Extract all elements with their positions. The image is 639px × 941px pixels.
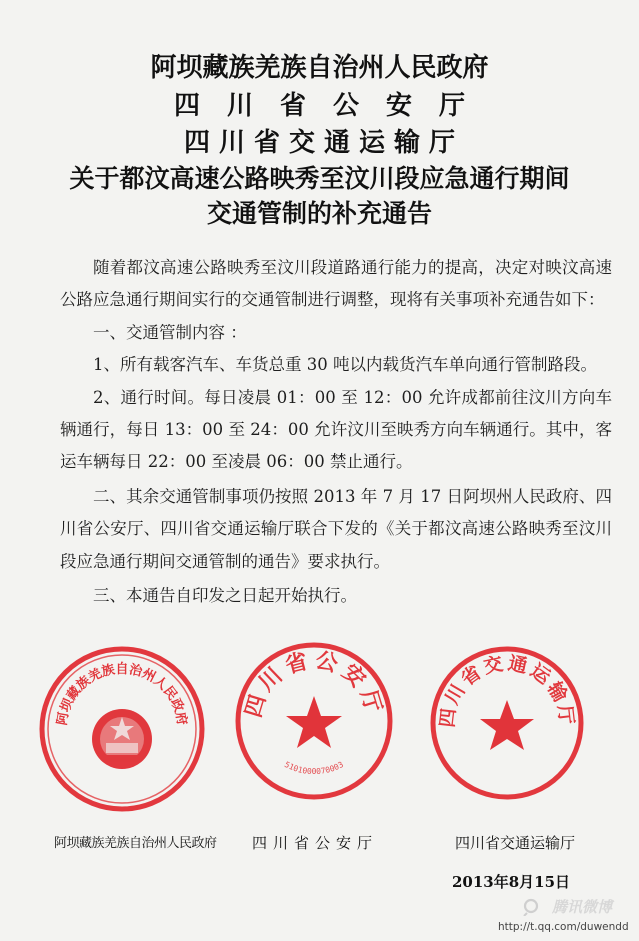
paragraph-item-2: 2、通行时间。每日凌晨 01：00 至 12：00 允许成都前往汶川方向车辆通行，每日 13：00 至 24：00 允许汶川至映秀方向车辆通行。其中，客运车辆每日 22：00 至凌晨 06：00 禁止通行。: [60, 387, 612, 472]
notice-title-line-1: 关于都汶高速公路映秀至汶川段应急通行期间: [69, 164, 570, 193]
issue-date: 2013年8月15日: [452, 873, 571, 891]
star-icon: [480, 700, 534, 750]
public-security-seal-text: 四川省公安厅: [240, 646, 388, 721]
paragraph-section-3: 三、本通告自印发之日起开始执行。: [93, 586, 357, 606]
signature-public-security-department: 四川省公安厅: [252, 834, 379, 852]
signature-transport-department: 四川省交通运输厅: [455, 834, 576, 852]
svg-text:5101000070003: [283, 760, 345, 776]
transport-department-seal: [428, 644, 586, 802]
paragraph-intro: 随着都汶高速公路映秀至汶川段道路通行能力的提高，决定对映汶高速公路应急通行期间实行的交通管制进行调整，现将有关事项补充通告如下：: [60, 258, 612, 310]
signature-abazhou-government: 阿坝藏族羌族自治州人民政府: [54, 836, 217, 851]
transport-seal-text: 四川省交通运输厅: [436, 652, 578, 729]
paragraph-section-1-heading: 一、交通管制内容 ：: [93, 322, 247, 342]
national-emblem-icon: [92, 709, 152, 769]
source-url: http://t.qq.com/duwendd: [498, 921, 629, 933]
notice-body: [60, 252, 612, 612]
paragraph-section-2: 二、其余交通管制事项仍按照 2013 年 7 月 17 日阿坝州人民政府、四川省公安厅、四川省交通运输厅联合下发的《关于都汶高速公路映秀至汶川段应急通行期间交通管制的通告》要求执行。: [60, 486, 612, 571]
tencent-weibo-icon: [522, 898, 544, 916]
paragraph-item-1: 1、所有载客汽车、车货总重 30 吨以内载货汽车单向通行管制路段。: [93, 355, 597, 375]
abazhou-seal-text: 阿坝藏族羌族自治州人民政府: [54, 662, 190, 727]
issuer-public-security-department: 四川省公安厅: [173, 91, 492, 121]
abazhou-government-seal: [36, 643, 208, 815]
notice-title-line-2: 交通管制的补充通告: [206, 199, 432, 228]
tencent-weibo-watermark: 腾讯微博: [552, 898, 613, 916]
issuer-transport-department: 四川省交通运输厅: [183, 128, 464, 158]
public-security-seal-code: 5101000070003: [282, 759, 346, 777]
issuer-abazhou-government: 阿坝藏族羌族自治州人民政府: [150, 53, 489, 83]
public-security-department-seal: [233, 640, 395, 802]
star-icon: [286, 696, 342, 748]
